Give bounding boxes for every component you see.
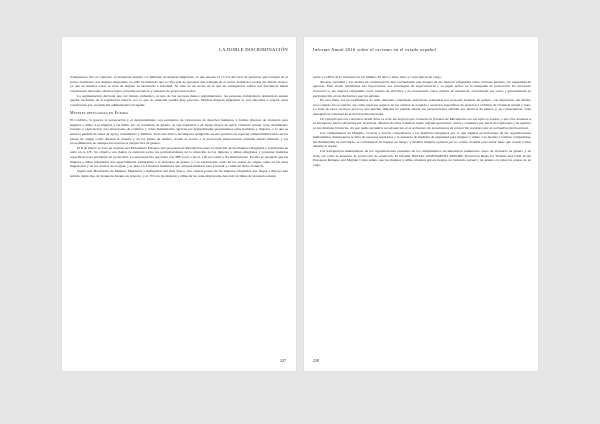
page-number: 228 xyxy=(313,358,319,363)
paragraph: El 8 de marzo se votó en el pleno del Parlamento Europeo una propuesta de Resolución sobre la situación de las mujeres refugiadas y solicitantes de asilo en la UE. Su objetivo era llamar la atención sobre las particularidades de la situación de las mujeres y niñas refugiadas y proponer medidas específicas para garantizar su protección. La propuesta fue aprobada con 388 votos a favor, 150 en contra y 63 abstenciones. En ella se recuerda que las mujeres y niñas refugiadas son especialmente vulnerables a la violencia de género y a la explotación, tanto en los países de origen como en las rutas migratorias y en los centros de acogida, y se pide a los Estados miembros que adopten medidas para prevenir y combatir dicha violencia. xyxy=(70,145,288,169)
section-heading: Mujeres refugiadas en Europa xyxy=(70,110,129,116)
paragraph: La segmentación derivada que vel trabajo doméstico es uno de los sectores menos reglamentados: las personas trabajadoras domésticas suelen quedar excluidas de la legislación laboral, por lo que su situación resulta muy precaria. Muchas mujeres migrantes se ven abocadas a aceptar estas condiciones por su situación administrativa irregular. xyxy=(70,93,288,107)
running-header: Informe Anual 2016 sobre el racismo en el estado español xyxy=(313,47,437,52)
paragraph: En esta línea, los procedimientos de asilo deberían contemplar entrevistas realizadas por personal formado en género, con intérpretes del mismo sexo cuando así se solicite, así como espacios seguros en los centros de acogida y servicios específicos de atención a víctimas de violencia sexual y trata. La falta de estos recursos provoca que muchas mujeres no puedan relatar las persecuciones sufridas por motivos de género y, en consecuencia, vean denegada su solicitud de protección internacional. xyxy=(313,98,531,116)
paragraph: sobre y el 60% de la violencia en los últimos 30 años y entre ellos y cosas típicas en cargo. xyxy=(313,75,442,79)
paragraph xyxy=(313,117,531,131)
paragraph: El conflicto, la guerra, la persecución y el desplazamiento son escenarios de violaciones de derechos humanos y formas diversas de violencia para mujeres y niñas. Las mujeres y las niñas, por su condición de género, se ven expuestas a un riesgo mayor de sufrir violencia sexual, trata, matrimonio forzado y explotación. Las situaciones de conflicto y crisis humanitarias agravan las desigualdades preexistentes entre hombres y mujeres, a lo que se suma la pérdida de redes de apoyo comunitario y familiar. Todo ello sitúa a las mujeres refugiadas en una posición de especial vulnerabilidad tanto en los países de origen como durante el tránsito y en los países de destino, donde el acceso a la protección internacional continúa siendo limitado y los procedimientos no siempre incorporan la perspectiva de género. xyxy=(70,118,288,146)
paragraph: Las trabajadoras humanitarias de las organizaciones presentes en los campamentos documentaron numerosos casos de violencia de género y de trata, así como la ausencia de protocolos de actuación. El informe INITIAL ASSESSMENT REPORT: Protection Risks for Women and Girls in the European Refugee and Migrant Crisis señala que las mujeres y niñas afrontan graves riesgos de violencia sexual y de género en todas las etapas de su viaje. xyxy=(313,149,531,167)
paragraph: trabajadores. Por el contrario, la hostelería emplea a 2 millones de mujeres migrantes, lo que supone el 17,2% del total de personas que trabajan en el sector doméstico son mujeres migrantes. La OIT ha indicado que la cifra real de personas que trabajan en el sector doméstico podría ser mucho mayor, ya que en muchos casos se trata de empleo no declarado o informal. Se trata de un sector en el que las trabajadoras sufren con frecuencia malas condiciones laborales, salarios bajos, jornadas excesivas y ausencia de protección social. xyxy=(70,75,288,93)
page-body xyxy=(70,75,288,353)
paragraph xyxy=(313,80,531,99)
italic-paragraph: Un ejemplo que nos conmueve desde Siria es el de las mujeres que cruzaron la frontera de Macedonia con sus hijos en brazos, y que tras semanas a la intemperie fueron devueltas por la policía. Muchas de ellas relataron haber sufrido agresiones, robos y chantajes por parte de traficantes y de agentes en las distintas fronteras, sin que nadie atendiera sus denuncias ni se activaran los mecanismos de protección previstos por la normativa internacional. xyxy=(313,116,531,130)
right-page xyxy=(304,37,538,371)
running-header: LA DOBLE DISCRIMINACIÓN xyxy=(219,47,288,52)
left-page xyxy=(62,37,296,371)
paragraph: Según una Plataforma de Mujeres Migrantes y Refugiadas del País Vasco, tres cuartas partes de las mujeres refugiadas que llegan a Europa han sufrido algún tipo de violencia durante su trayecto, y el 15% de las mujeres y niñas de las rutas migratorias han sido víctimas de violencia sexual. xyxy=(70,168,288,178)
paragraph: Los campamentos de Hungría, Croacia y Grecia concentraron a los hombres refugiados por lo que algunas profesionales de las organizaciones humanitarias denunciaron la falta de espacios separados y la ausencia de medidas de seguridad para mujeres y niñas. Las duchas y letrinas compartidas, sin iluminación ni cerraduras, se convirtieron en lugares de riesgo, y muchas mujeres optaban por no comer ni beber para evitar tener que acudir a ellas durante la noche. xyxy=(313,130,531,149)
page-body xyxy=(313,75,531,353)
page-number: 227 xyxy=(280,358,286,363)
italic-paragraph: Nuestra sociedad y los medios de comunicación han normalizado una imagen de las mujeres refugiadas como víctimas pasivas, sin capacidad de agencia. Esta visión invisibiliza sus trayectorias, sus estrategias de supervivencia y su papel activo en la búsqueda de protección. Es necesario reconocer a las mujeres refugiadas como sujetos de derechos y no únicamente como objetos de asistencia, escuchando sus voces y garantizando su participación en las decisiones que les afectan. xyxy=(313,79,531,98)
